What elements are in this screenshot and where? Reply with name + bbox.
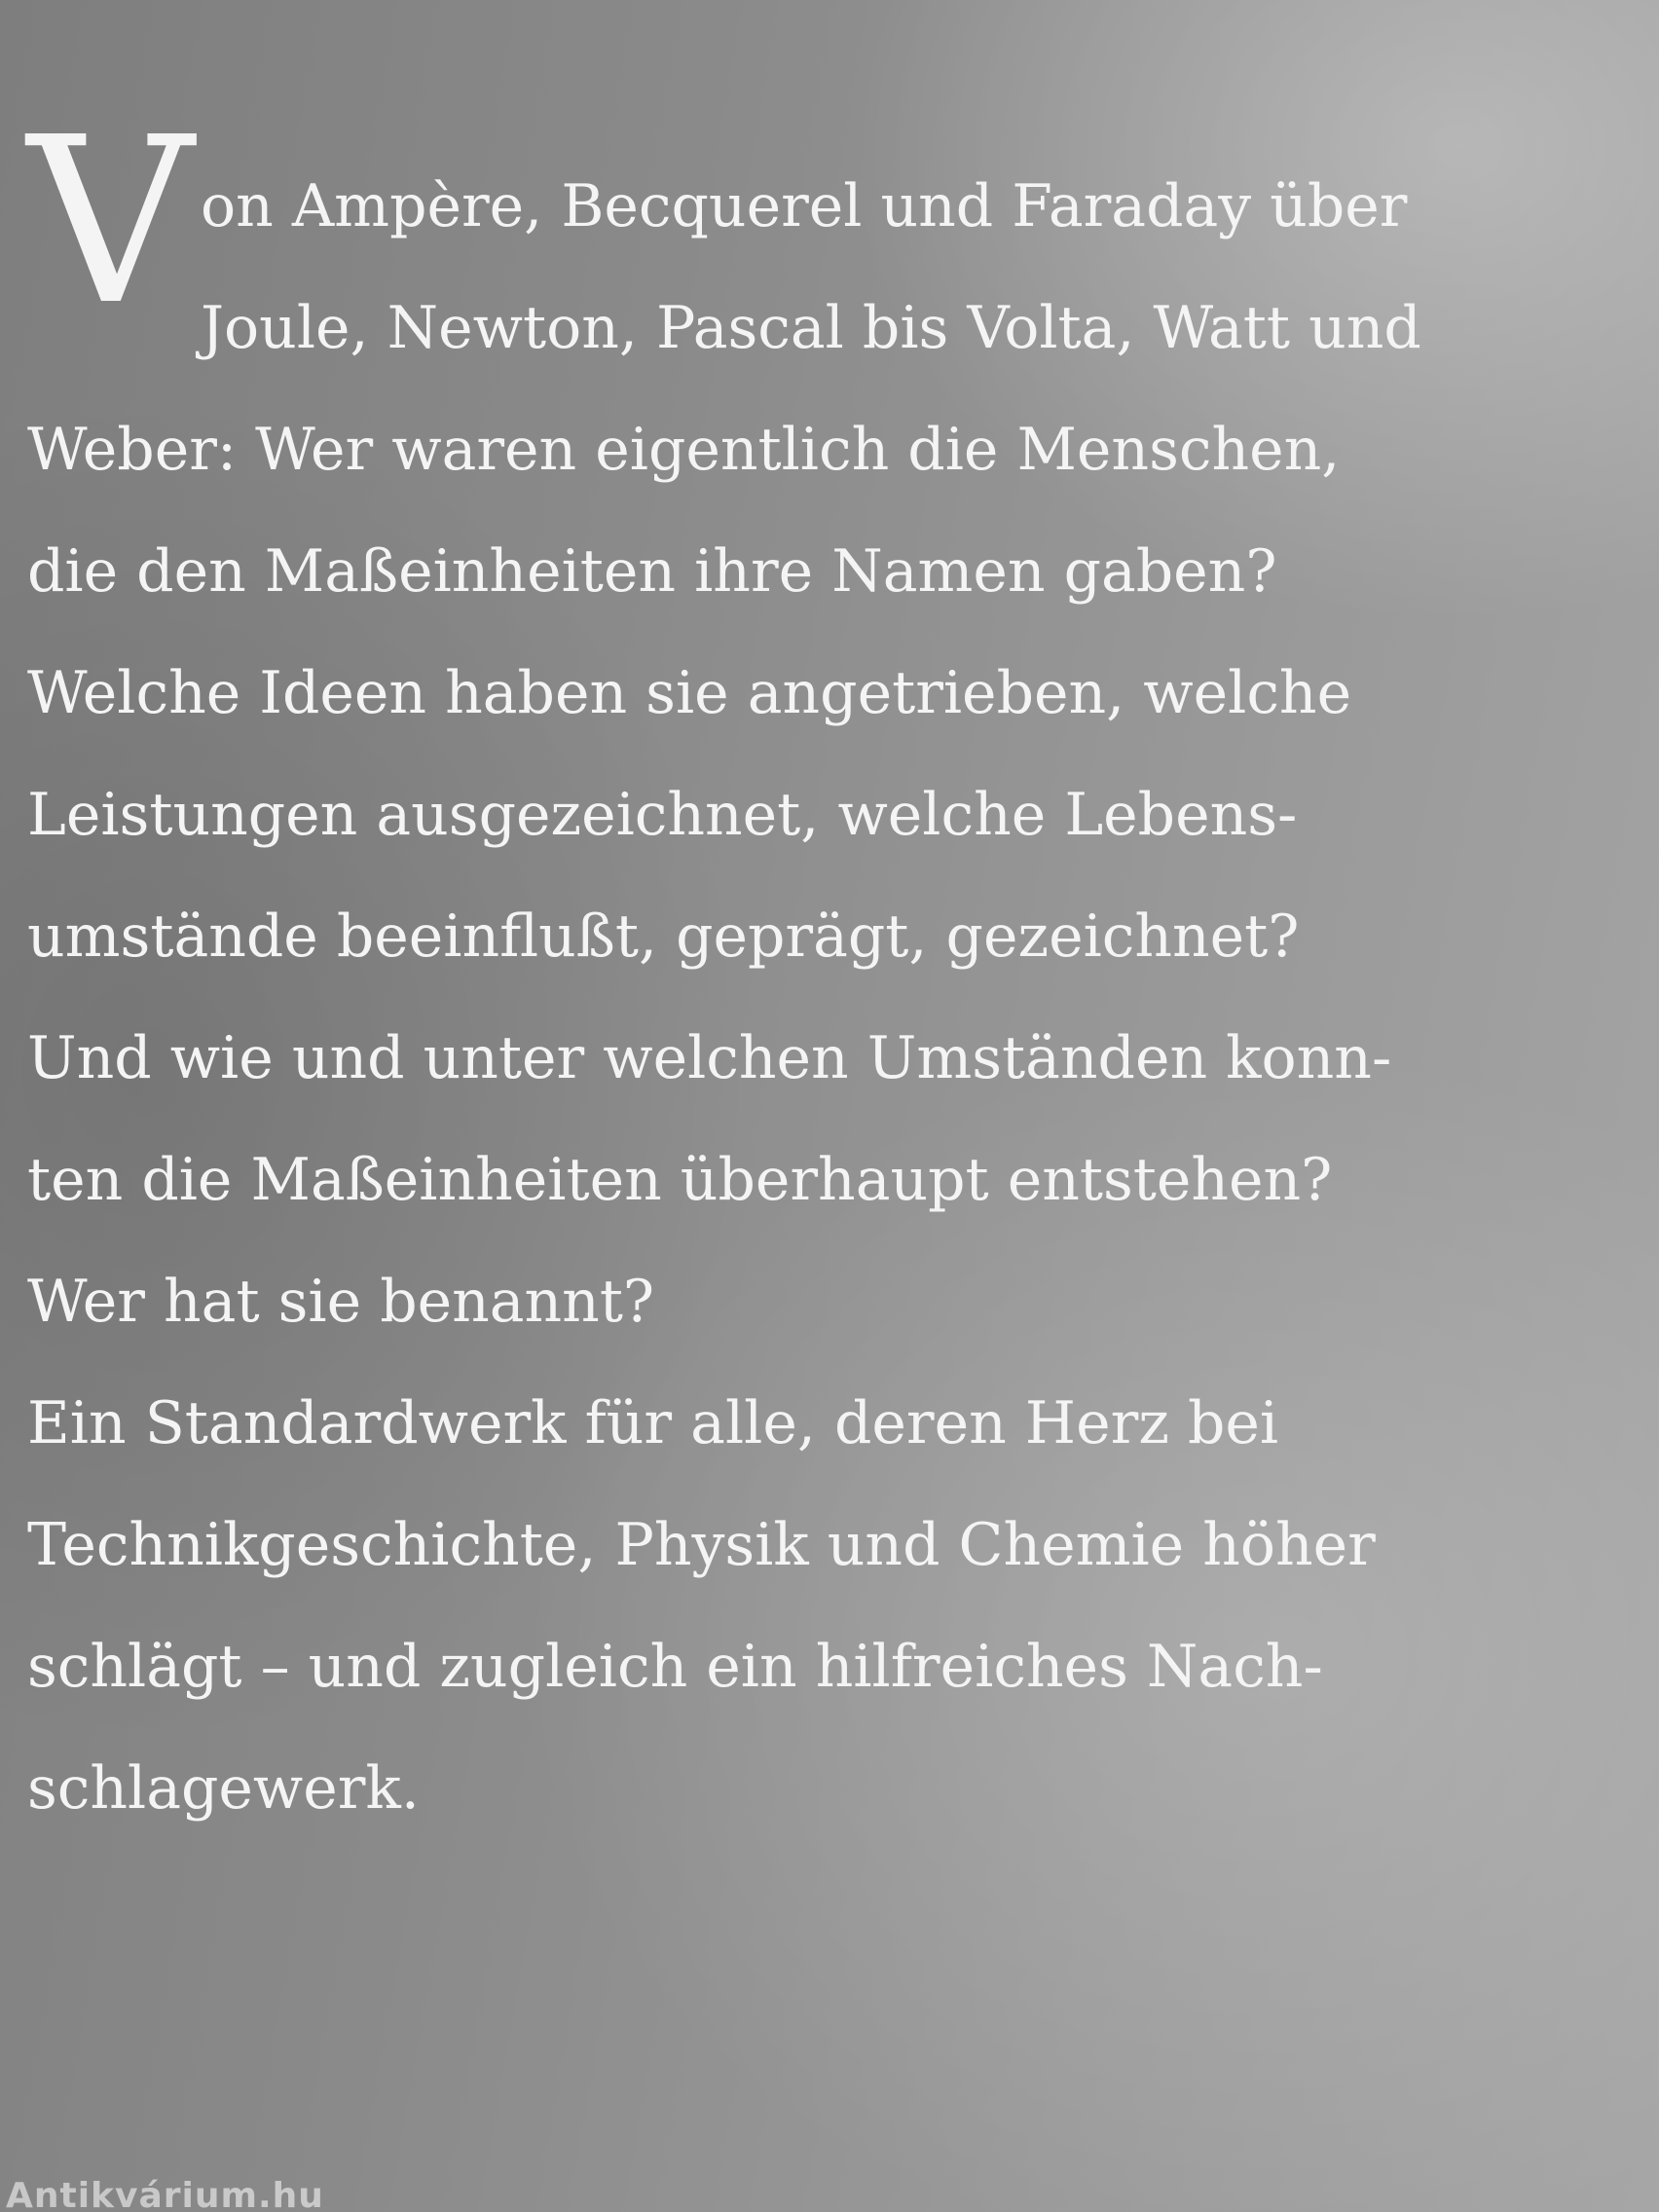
watermark: Antikvárium.hu <box>6 2176 324 2212</box>
blurb-line: schlägt – und zugleich ein hilfreiches Nach- <box>27 1633 1323 1701</box>
blurb-line: Welche Ideen haben sie angetrieben, welche <box>27 659 1352 727</box>
blurb-line: Joule, Newton, Pascal bis Volta, Watt und <box>201 294 1421 362</box>
blurb-line: die den Maßeinheiten ihre Namen gaben? <box>27 537 1277 606</box>
blurb-line: on Ampère, Becquerel und Faraday über <box>201 172 1408 240</box>
blurb-line: umstände beeinflußt, geprägt, gezeichnet? <box>27 903 1300 971</box>
blurb-line: Weber: Wer waren eigentlich die Menschen, <box>27 416 1341 484</box>
drop-cap: V <box>27 88 194 355</box>
blurb-line: Leistungen ausgezeichnet, welche Lebens- <box>27 781 1298 849</box>
blurb-line: Ein Standardwerk für alle, deren Herz bei <box>27 1389 1279 1457</box>
blurb-line: schlagewerk. <box>27 1754 420 1823</box>
blurb-line: Wer hat sie benannt? <box>27 1268 655 1336</box>
blurb-line: Und wie und unter welchen Umständen konn- <box>27 1024 1392 1092</box>
blurb-line: Technikgeschichte, Physik und Chemie höher <box>27 1511 1376 1579</box>
blurb-text <box>27 146 1634 1850</box>
blurb-line: ten die Maßeinheiten überhaupt entstehen? <box>27 1146 1333 1214</box>
